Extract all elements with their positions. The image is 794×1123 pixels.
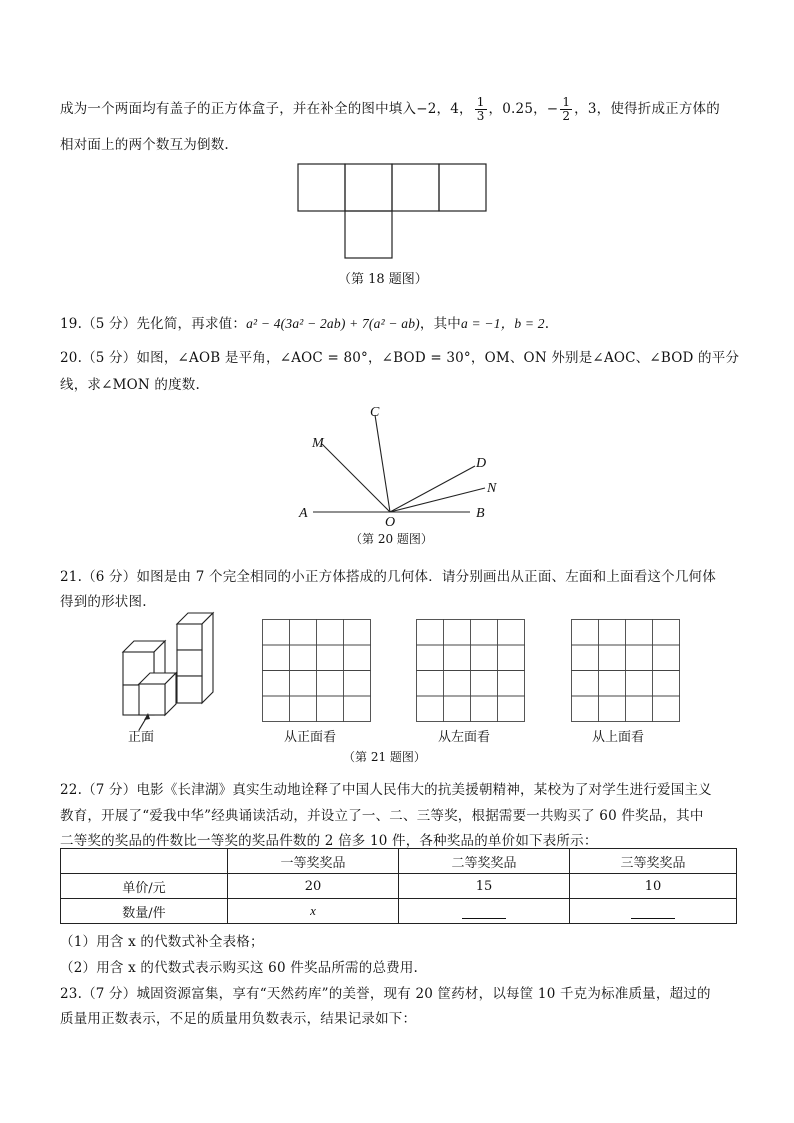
q18-line2: 相对面上的两个数互为倒数.	[60, 137, 229, 153]
table-header-row	[61, 849, 737, 874]
table-header-first: 一等奖奖品	[228, 849, 399, 874]
q18-mid: ，0.25，−	[488, 101, 559, 117]
net-square-3	[392, 164, 439, 211]
cell-price-first: 20	[228, 874, 399, 899]
cell-price-second: 15	[399, 874, 570, 899]
q20-line1: 20.（5 分）如图，∠AOB 是平角，∠AOC = 80°，∠BOD = 30°，OM、ON 外别是∠AOC、∠BOD 的平分	[60, 350, 740, 366]
grid-top-view[interactable]	[571, 619, 681, 723]
net-square-5	[345, 211, 392, 258]
q19-suffix-a: ，其中	[419, 316, 461, 332]
q18-text-b: ，3，使得折成正方体的	[574, 101, 720, 117]
answer-blank-third[interactable]	[631, 904, 675, 919]
ray-OM	[322, 444, 390, 512]
q18-numbers: −2，4，	[416, 101, 473, 117]
q22-line1: 22.（7 分）电影《长津湖》真实生动地诠释了中国人民伟大的抗美援朝精神，某校为了对学生进行爱国主义	[60, 782, 712, 798]
label-O: O	[385, 515, 396, 530]
net-square-2	[345, 164, 392, 211]
ray-ON	[390, 488, 485, 512]
table-row-price	[61, 874, 737, 899]
q19-expression: a² − 4(3a² − 2ab) + 7(a² − ab)	[246, 316, 420, 331]
grid-left-view[interactable]	[416, 619, 526, 723]
fraction-one-half	[560, 96, 572, 123]
fraction-numerator: 1	[562, 95, 571, 109]
q20-caption: （第 20 题图）	[350, 532, 433, 546]
q19-line	[60, 312, 549, 332]
grid-label-left: 从左面看	[438, 730, 491, 745]
q18-text-a: 成为一个两面均有盖子的正方体盒子，并在补全的图中填入	[60, 101, 417, 117]
cell-price-third: 10	[570, 874, 737, 899]
q23-line1: 23.（7 分）城固资源富集，享有“天然药库”的美誉，现有 20 筐药材，以每筐 10 千克为标准质量，超过的	[60, 986, 711, 1002]
table-row-quantity	[61, 899, 737, 924]
grid-label-front: 从正面看	[284, 730, 337, 745]
table-header-second: 二等奖奖品	[399, 849, 570, 874]
answer-blank-second[interactable]	[462, 904, 506, 919]
angle-figure	[290, 400, 510, 530]
q18-line1	[60, 96, 720, 123]
table-header-empty	[61, 849, 228, 874]
q18-caption: （第 18 题图）	[338, 272, 428, 287]
grid-front-view[interactable]	[262, 619, 372, 723]
table-header-third: 三等奖奖品	[570, 849, 737, 874]
label-N: N	[487, 481, 497, 496]
cube-front-center	[139, 684, 165, 715]
cell-price-label: 单价/元	[61, 874, 228, 899]
ray-OC	[375, 415, 390, 512]
q22-line3: 二等奖的奖品的件数比一等奖的奖品件数的 2 倍多 10 件，各种奖品的单价如下表所示：	[60, 833, 598, 849]
q21-caption: （第 21 题图）	[343, 750, 426, 764]
cell-qty-label: 数量/件	[61, 899, 228, 924]
cube-net-figure	[297, 163, 489, 259]
q22-sub1: （1）用含 x 的代数式补全表格；	[60, 934, 264, 950]
cell-qty-first: x	[228, 899, 399, 924]
grid-label-top: 从上面看	[592, 730, 645, 745]
cube-side-right	[202, 613, 213, 703]
q20-line2: 线，求∠MON 的度数.	[60, 377, 200, 393]
q19-suffix-b: .	[544, 316, 550, 332]
label-C: C	[370, 405, 380, 420]
front-label: 正面	[128, 730, 155, 745]
q23-line2: 质量用正数表示，不足的质量用负数表示，结果记录如下：	[60, 1011, 417, 1027]
fraction-denominator: 2	[562, 109, 571, 123]
cube-solid-figure	[115, 612, 225, 722]
cube-front-right-1	[177, 624, 202, 650]
label-M: M	[312, 436, 324, 451]
net-square-1	[298, 164, 345, 211]
cell-qty-second[interactable]	[399, 899, 570, 924]
prize-table	[60, 848, 737, 924]
net-square-4	[439, 164, 486, 211]
cell-qty-third[interactable]	[570, 899, 737, 924]
q22-sub2: （2）用含 x 的代数式表示购买这 60 件奖品所需的总费用.	[60, 960, 419, 976]
fraction-one-third	[475, 96, 487, 123]
label-B: B	[476, 506, 485, 521]
cube-front-right-3	[177, 676, 202, 703]
fraction-numerator: 1	[476, 95, 485, 109]
q21-line1: 21.（6 分）如图是由 7 个完全相同的小正方体搭成的几何体．请分别画出从正面、左面和上面看这个几何体	[60, 569, 716, 585]
q22-line2: 教育，开展了“爱我中华”经典诵读活动，并设立了一、二、三等奖，根据需要一共购买了 60 件奖品，其中	[60, 808, 704, 824]
label-D: D	[476, 456, 487, 471]
q21-line2: 得到的形状图.	[60, 594, 147, 610]
ray-OD	[390, 466, 475, 512]
cube-front-right-2	[177, 650, 202, 676]
label-A: A	[299, 506, 308, 521]
fraction-denominator: 3	[476, 109, 485, 123]
q19-prefix: 19.（5 分）先化简，再求值：	[60, 316, 247, 332]
q19-condition: a = −1，b = 2	[461, 316, 545, 331]
